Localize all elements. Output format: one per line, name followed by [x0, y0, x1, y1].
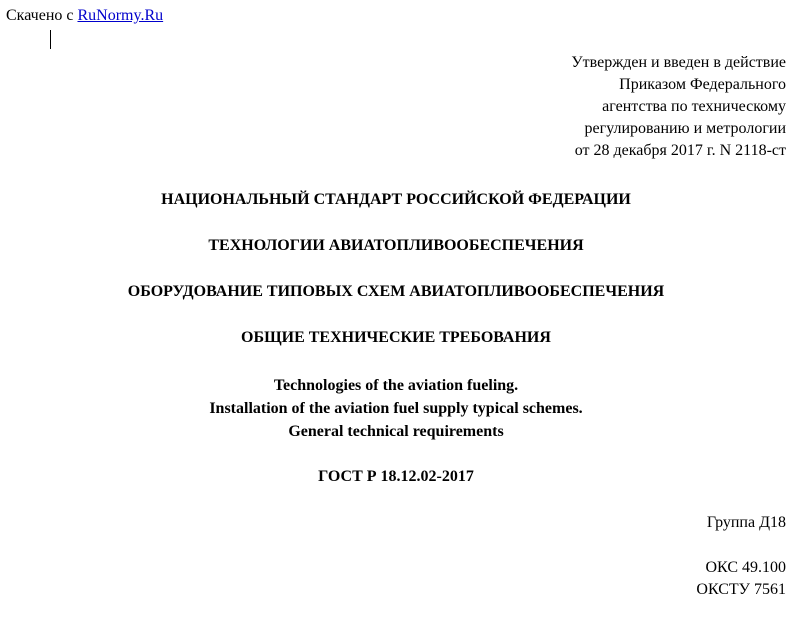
- approval-block: [571, 52, 786, 162]
- english-title-line: Technologies of the aviation fueling.: [273, 377, 519, 394]
- technology-heading: ТЕХНОЛОГИИ АВИАТОПЛИВООБЕСПЕЧЕНИЯ: [208, 237, 584, 254]
- approval-line: регулированию и метрологии: [584, 120, 786, 137]
- approval-line: Приказом Федерального: [619, 76, 786, 93]
- equipment-heading: ОБОРУДОВАНИЕ ТИПОВЫХ СХЕМ АВИАТОПЛИВООБЕСПЕЧЕНИЯ: [127, 283, 665, 300]
- source-prefix: Скачено с: [6, 7, 78, 24]
- group-code: Группа Д18: [706, 514, 786, 531]
- approval-line: Утвержден и введен в действие: [571, 54, 786, 71]
- text-cursor: [50, 30, 51, 49]
- approval-line: агентства по техническому: [602, 98, 786, 115]
- oks-code: ОКС 49.100: [705, 559, 786, 576]
- source-line: [6, 6, 163, 26]
- standard-heading: НАЦИОНАЛЬНЫЙ СТАНДАРТ РОССИЙСКОЙ ФЕДЕРАЦИИ: [161, 191, 631, 208]
- english-title: [0, 374, 792, 443]
- okstu-code: ОКСТУ 7561: [696, 581, 786, 598]
- english-title-line: Installation of the aviation fuel supply typical schemes.: [209, 400, 583, 417]
- source-link[interactable]: RuNormy.Ru: [77, 7, 164, 24]
- gost-number: ГОСТ Р 18.12.02-2017: [318, 468, 474, 485]
- english-title-line: General technical requirements: [288, 423, 504, 440]
- approval-line: от 28 декабря 2017 г. N 2118-ст: [574, 142, 786, 159]
- requirements-heading: ОБЩИЕ ТЕХНИЧЕСКИЕ ТРЕБОВАНИЯ: [241, 329, 551, 346]
- classification-codes: [696, 557, 786, 601]
